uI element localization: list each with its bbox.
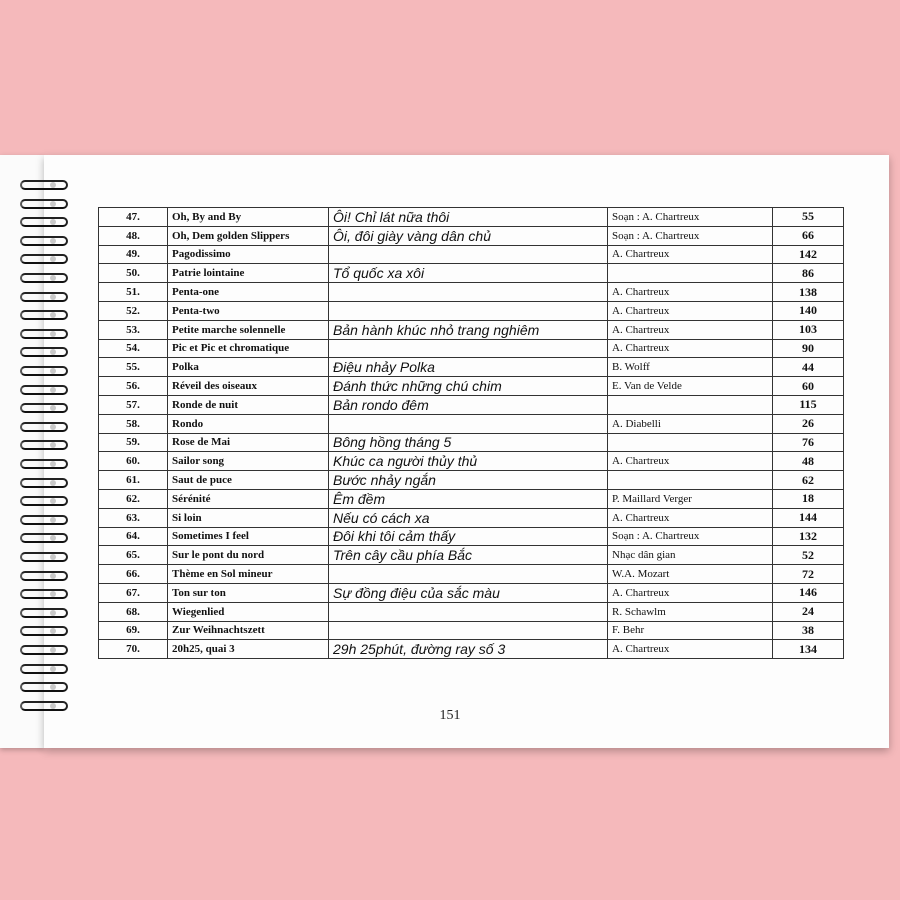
composer-cell: P. Maillard Verger (608, 489, 773, 508)
composer-cell (608, 395, 773, 414)
song-title-cell: Penta-two (168, 301, 329, 320)
composer-cell (608, 471, 773, 490)
vietnamese-title-cell: Ôi! Chỉ lát nữa thôi (329, 208, 608, 227)
binding-ring (14, 292, 70, 304)
song-title-cell: Pic et Pic et chromatique (168, 339, 329, 358)
binding-ring (14, 682, 70, 694)
page-ref-cell: 66 (773, 226, 844, 245)
table-row (99, 602, 844, 621)
song-title-cell: Thème en Sol mineur (168, 565, 329, 584)
song-title-cell: 20h25, quai 3 (168, 640, 329, 659)
composer-cell: A. Chartreux (608, 583, 773, 602)
composer-cell: E. Van de Velde (608, 377, 773, 396)
row-number-cell: 58. (99, 414, 168, 433)
vietnamese-title-cell (329, 245, 608, 264)
page-number: 151 (439, 708, 461, 723)
composer-cell: B. Wolff (608, 358, 773, 377)
page-ref-cell: 48 (773, 452, 844, 471)
binding-ring (14, 236, 70, 248)
binding-ring (14, 310, 70, 322)
table-row (99, 377, 844, 396)
binding-ring (14, 440, 70, 452)
page-ref-cell: 18 (773, 489, 844, 508)
row-number-cell: 55. (99, 358, 168, 377)
composer-cell: A. Chartreux (608, 283, 773, 302)
table-row (99, 508, 844, 527)
page-ref-cell: 26 (773, 414, 844, 433)
page-ref-cell: 55 (773, 208, 844, 227)
vietnamese-title-cell (329, 339, 608, 358)
song-index-table (98, 207, 844, 659)
composer-cell: A. Chartreux (608, 320, 773, 339)
song-title-cell: Petite marche solennelle (168, 320, 329, 339)
vietnamese-title-cell: Sự đồng điệu của sắc màu (329, 583, 608, 602)
table-row (99, 358, 844, 377)
vietnamese-title-cell: Điệu nhảy Polka (329, 358, 608, 377)
binding-ring (14, 645, 70, 657)
binding-ring (14, 180, 70, 192)
composer-cell: A. Chartreux (608, 452, 773, 471)
table-row (99, 339, 844, 358)
song-title-cell: Réveil des oiseaux (168, 377, 329, 396)
binding-ring (14, 571, 70, 583)
page-ref-cell: 138 (773, 283, 844, 302)
table-row (99, 264, 844, 283)
song-title-cell: Oh, Dem golden Slippers (168, 226, 329, 245)
song-title-cell: Oh, By and By (168, 208, 329, 227)
song-title-cell: Patrie lointaine (168, 264, 329, 283)
page-ref-cell: 52 (773, 546, 844, 565)
binding-ring (14, 664, 70, 676)
page-ref-cell: 142 (773, 245, 844, 264)
binding-ring (14, 626, 70, 638)
vietnamese-title-cell: Bông hồng tháng 5 (329, 433, 608, 452)
table-row (99, 471, 844, 490)
page-ref-cell: 144 (773, 508, 844, 527)
table-row (99, 640, 844, 659)
row-number-cell: 57. (99, 395, 168, 414)
binding-ring (14, 515, 70, 527)
composer-cell: Soạn : A. Chartreux (608, 208, 773, 227)
vietnamese-title-cell (329, 283, 608, 302)
composer-cell: A. Chartreux (608, 301, 773, 320)
page-ref-cell: 86 (773, 264, 844, 283)
table-row (99, 414, 844, 433)
row-number-cell: 56. (99, 377, 168, 396)
composer-cell: W.A. Mozart (608, 565, 773, 584)
row-number-cell: 69. (99, 621, 168, 640)
row-number-cell: 61. (99, 471, 168, 490)
row-number-cell: 47. (99, 208, 168, 227)
binding-ring (14, 459, 70, 471)
binding-ring (14, 422, 70, 434)
composer-cell: A. Chartreux (608, 640, 773, 659)
vietnamese-title-cell: Nếu có cách xa (329, 508, 608, 527)
page-ref-cell: 132 (773, 527, 844, 546)
table-row (99, 283, 844, 302)
vietnamese-title-cell (329, 565, 608, 584)
vietnamese-title-cell (329, 301, 608, 320)
song-title-cell: Sailor song (168, 452, 329, 471)
row-number-cell: 70. (99, 640, 168, 659)
page-ref-cell: 24 (773, 602, 844, 621)
song-title-cell: Pagodissimo (168, 245, 329, 264)
row-number-cell: 62. (99, 489, 168, 508)
composer-cell: Soạn : A. Chartreux (608, 527, 773, 546)
row-number-cell: 52. (99, 301, 168, 320)
binding-ring (14, 366, 70, 378)
row-number-cell: 48. (99, 226, 168, 245)
binding-ring (14, 533, 70, 545)
table-row (99, 546, 844, 565)
vietnamese-title-cell: Ôi, đôi giày vàng dân chủ (329, 226, 608, 245)
vietnamese-title-cell (329, 414, 608, 433)
composer-cell: A. Chartreux (608, 245, 773, 264)
binding-ring (14, 589, 70, 601)
table-row (99, 433, 844, 452)
row-number-cell: 49. (99, 245, 168, 264)
vietnamese-title-cell: Bản rondo đêm (329, 395, 608, 414)
composer-cell: F. Behr (608, 621, 773, 640)
vietnamese-title-cell: Đánh thức những chú chim (329, 377, 608, 396)
page-ref-cell: 76 (773, 433, 844, 452)
table-row (99, 452, 844, 471)
binding-ring (14, 496, 70, 508)
vietnamese-title-cell: 29h 25phút, đường ray số 3 (329, 640, 608, 659)
row-number-cell: 59. (99, 433, 168, 452)
row-number-cell: 67. (99, 583, 168, 602)
song-title-cell: Sur le pont du nord (168, 546, 329, 565)
song-title-cell: Sérénité (168, 489, 329, 508)
table-row (99, 301, 844, 320)
binding-ring (14, 552, 70, 564)
page-ref-cell: 140 (773, 301, 844, 320)
binding-ring (14, 478, 70, 490)
vietnamese-title-cell (329, 602, 608, 621)
composer-cell: A. Diabelli (608, 414, 773, 433)
binding-ring (14, 217, 70, 229)
page-ref-cell: 115 (773, 395, 844, 414)
binding-ring (14, 608, 70, 620)
composer-cell: A. Chartreux (608, 508, 773, 527)
song-title-cell: Ronde de nuit (168, 395, 329, 414)
vietnamese-title-cell: Tổ quốc xa xôi (329, 264, 608, 283)
binding-ring (14, 254, 70, 266)
composer-cell: A. Chartreux (608, 339, 773, 358)
vietnamese-title-cell: Bản hành khúc nhỏ trang nghiêm (329, 320, 608, 339)
table-row (99, 621, 844, 640)
spiral-binding (14, 180, 74, 720)
binding-ring (14, 273, 70, 285)
page-ref-cell: 44 (773, 358, 844, 377)
binding-ring (14, 199, 70, 211)
page-ref-cell: 146 (773, 583, 844, 602)
page-ref-cell: 90 (773, 339, 844, 358)
table-row (99, 527, 844, 546)
vietnamese-title-cell: Khúc ca người thủy thủ (329, 452, 608, 471)
song-title-cell: Rose de Mai (168, 433, 329, 452)
binding-ring (14, 385, 70, 397)
row-number-cell: 60. (99, 452, 168, 471)
table-row (99, 245, 844, 264)
page-ref-cell: 62 (773, 471, 844, 490)
vietnamese-title-cell (329, 621, 608, 640)
composer-cell: R. Schawlm (608, 602, 773, 621)
song-title-cell: Penta-one (168, 283, 329, 302)
row-number-cell: 66. (99, 565, 168, 584)
composer-cell: Nhạc dân gian (608, 546, 773, 565)
composer-cell: Soạn : A. Chartreux (608, 226, 773, 245)
vietnamese-title-cell: Trên cây cầu phía Bắc (329, 546, 608, 565)
page-ref-cell: 134 (773, 640, 844, 659)
page-ref-cell: 60 (773, 377, 844, 396)
song-title-cell: Saut de puce (168, 471, 329, 490)
vietnamese-title-cell: Đôi khi tôi cảm thấy (329, 527, 608, 546)
row-number-cell: 54. (99, 339, 168, 358)
song-title-cell: Rondo (168, 414, 329, 433)
table-row (99, 395, 844, 414)
row-number-cell: 53. (99, 320, 168, 339)
song-title-cell: Polka (168, 358, 329, 377)
row-number-cell: 65. (99, 546, 168, 565)
row-number-cell: 50. (99, 264, 168, 283)
row-number-cell: 63. (99, 508, 168, 527)
table-row (99, 320, 844, 339)
page-ref-cell: 103 (773, 320, 844, 339)
table-row (99, 583, 844, 602)
page-ref-cell: 38 (773, 621, 844, 640)
song-title-cell: Ton sur ton (168, 583, 329, 602)
table-row (99, 208, 844, 227)
composer-cell (608, 433, 773, 452)
table-row (99, 226, 844, 245)
song-title-cell: Sometimes I feel (168, 527, 329, 546)
vietnamese-title-cell: Êm đềm (329, 489, 608, 508)
vietnamese-title-cell: Bước nhảy ngắn (329, 471, 608, 490)
table-row (99, 565, 844, 584)
binding-ring (14, 403, 70, 415)
binding-ring (14, 329, 70, 341)
page-ref-cell: 72 (773, 565, 844, 584)
row-number-cell: 68. (99, 602, 168, 621)
binding-ring (14, 347, 70, 359)
song-title-cell: Si loin (168, 508, 329, 527)
song-title-cell: Wiegenlied (168, 602, 329, 621)
song-title-cell: Zur Weihnachtszett (168, 621, 329, 640)
table-row (99, 489, 844, 508)
row-number-cell: 64. (99, 527, 168, 546)
composer-cell (608, 264, 773, 283)
row-number-cell: 51. (99, 283, 168, 302)
